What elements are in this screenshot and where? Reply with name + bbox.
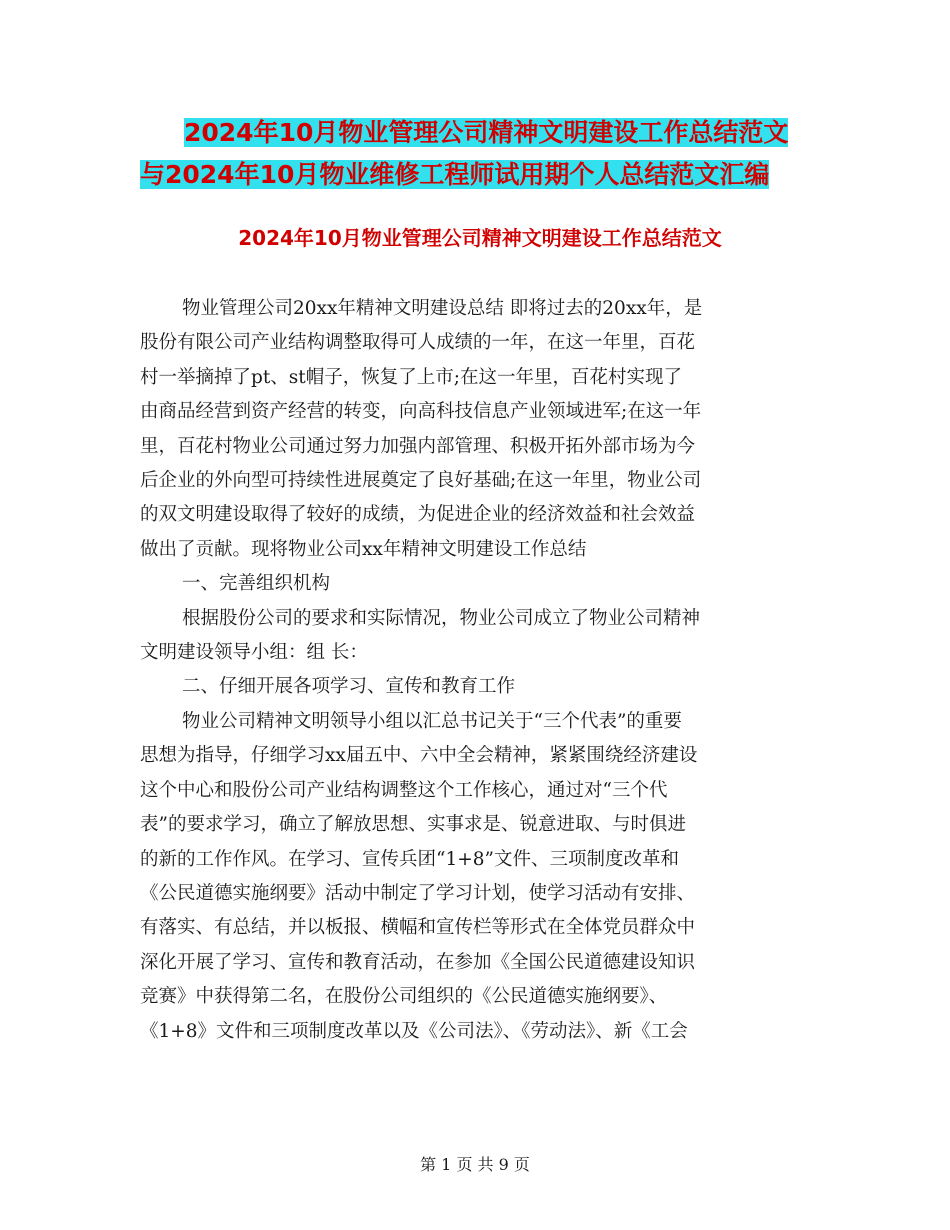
- body-line: 物业管理公司20xx年精神文明建设总结 即将过去的20xx年，是: [182, 298, 703, 319]
- body-line: 竞赛》中获得第二名，在股份公司组织的《公民道德实施纲要》、: [140, 986, 668, 1008]
- section-heading: 二、仔细开展各项学习、宣传和教育工作: [182, 676, 516, 698]
- body-line: 的双文明建设取得了较好的成绩，为促进企业的经济效益和社会效益: [140, 504, 696, 526]
- title-line-1: [140, 112, 820, 154]
- body-line: 表”的要求学习，确立了解放思想、实事求是、锐意进取、与时俱进: [140, 814, 686, 836]
- body-line: 《1+8》文件和三项制度改革以及《公司法》、《劳动法》、新《工会: [140, 1020, 688, 1042]
- section-heading: 一、完善组织机构: [182, 573, 331, 595]
- title-line-2: [140, 154, 820, 196]
- body-text: [140, 292, 812, 1049]
- title-line-1-text: 2024年10月物业管理公司精神文明建设工作总结范文: [184, 118, 789, 147]
- body-line: 里，百花村物业公司通过努力加强内部管理、积极开拓外部市场为今: [140, 435, 696, 457]
- body-line: 思想为指导，仔细学习xx届五中、六中全会精神，紧紧围绕经济建设: [140, 745, 698, 767]
- body-line: 村一举摘掉了pt、st帽子，恢复了上市;在这一年里，百花村实现了: [140, 366, 682, 388]
- document-title: [140, 112, 820, 196]
- body-line: 的新的工作作风。在学习、宣传兵团“1+8”文件、三项制度改革和: [140, 848, 679, 870]
- page-footer: 第 1 页 共 9 页: [420, 1155, 530, 1174]
- title-line-2-text: 与2024年10月物业维修工程师试用期个人总结范文汇编: [140, 160, 770, 189]
- body-line: 由商品经营到资产经营的转变，向高科技信息产业领域进军;在这一年: [140, 401, 702, 423]
- body-line: 深化开展了学习、宣传和教育活动，在参加《全国公民道德建设知识: [140, 951, 696, 973]
- section-title: 2024年10月物业管理公司精神文明建设工作总结范文: [238, 226, 722, 250]
- body-line: 物业公司精神文明领导小组以汇总书记关于“三个代表”的重要: [182, 710, 682, 732]
- body-line: 根据股份公司的要求和实际情况，物业公司成立了物业公司精神: [182, 607, 701, 629]
- body-line: 《公民道德实施纲要》活动中制定了学习计划，使学习活动有安排、: [140, 882, 696, 904]
- body-line: 做出了贡献。现将物业公司xx年精神文明建设工作总结: [140, 538, 587, 560]
- body-line: 这个中心和股份公司产业结构调整这个工作核心，通过对“三个代: [140, 779, 668, 801]
- body-line: 有落实、有总结，并以板报、横幅和宣传栏等形式在全体党员群众中: [140, 917, 696, 939]
- body-line: 后企业的外向型可持续性进展奠定了良好基础;在这一年里，物业公司: [140, 470, 702, 492]
- body-line: 文明建设领导小组：组 长：: [140, 642, 368, 664]
- body-line: 股份有限公司产业结构调整取得可人成绩的一年，在这一年里，百花: [140, 332, 696, 354]
